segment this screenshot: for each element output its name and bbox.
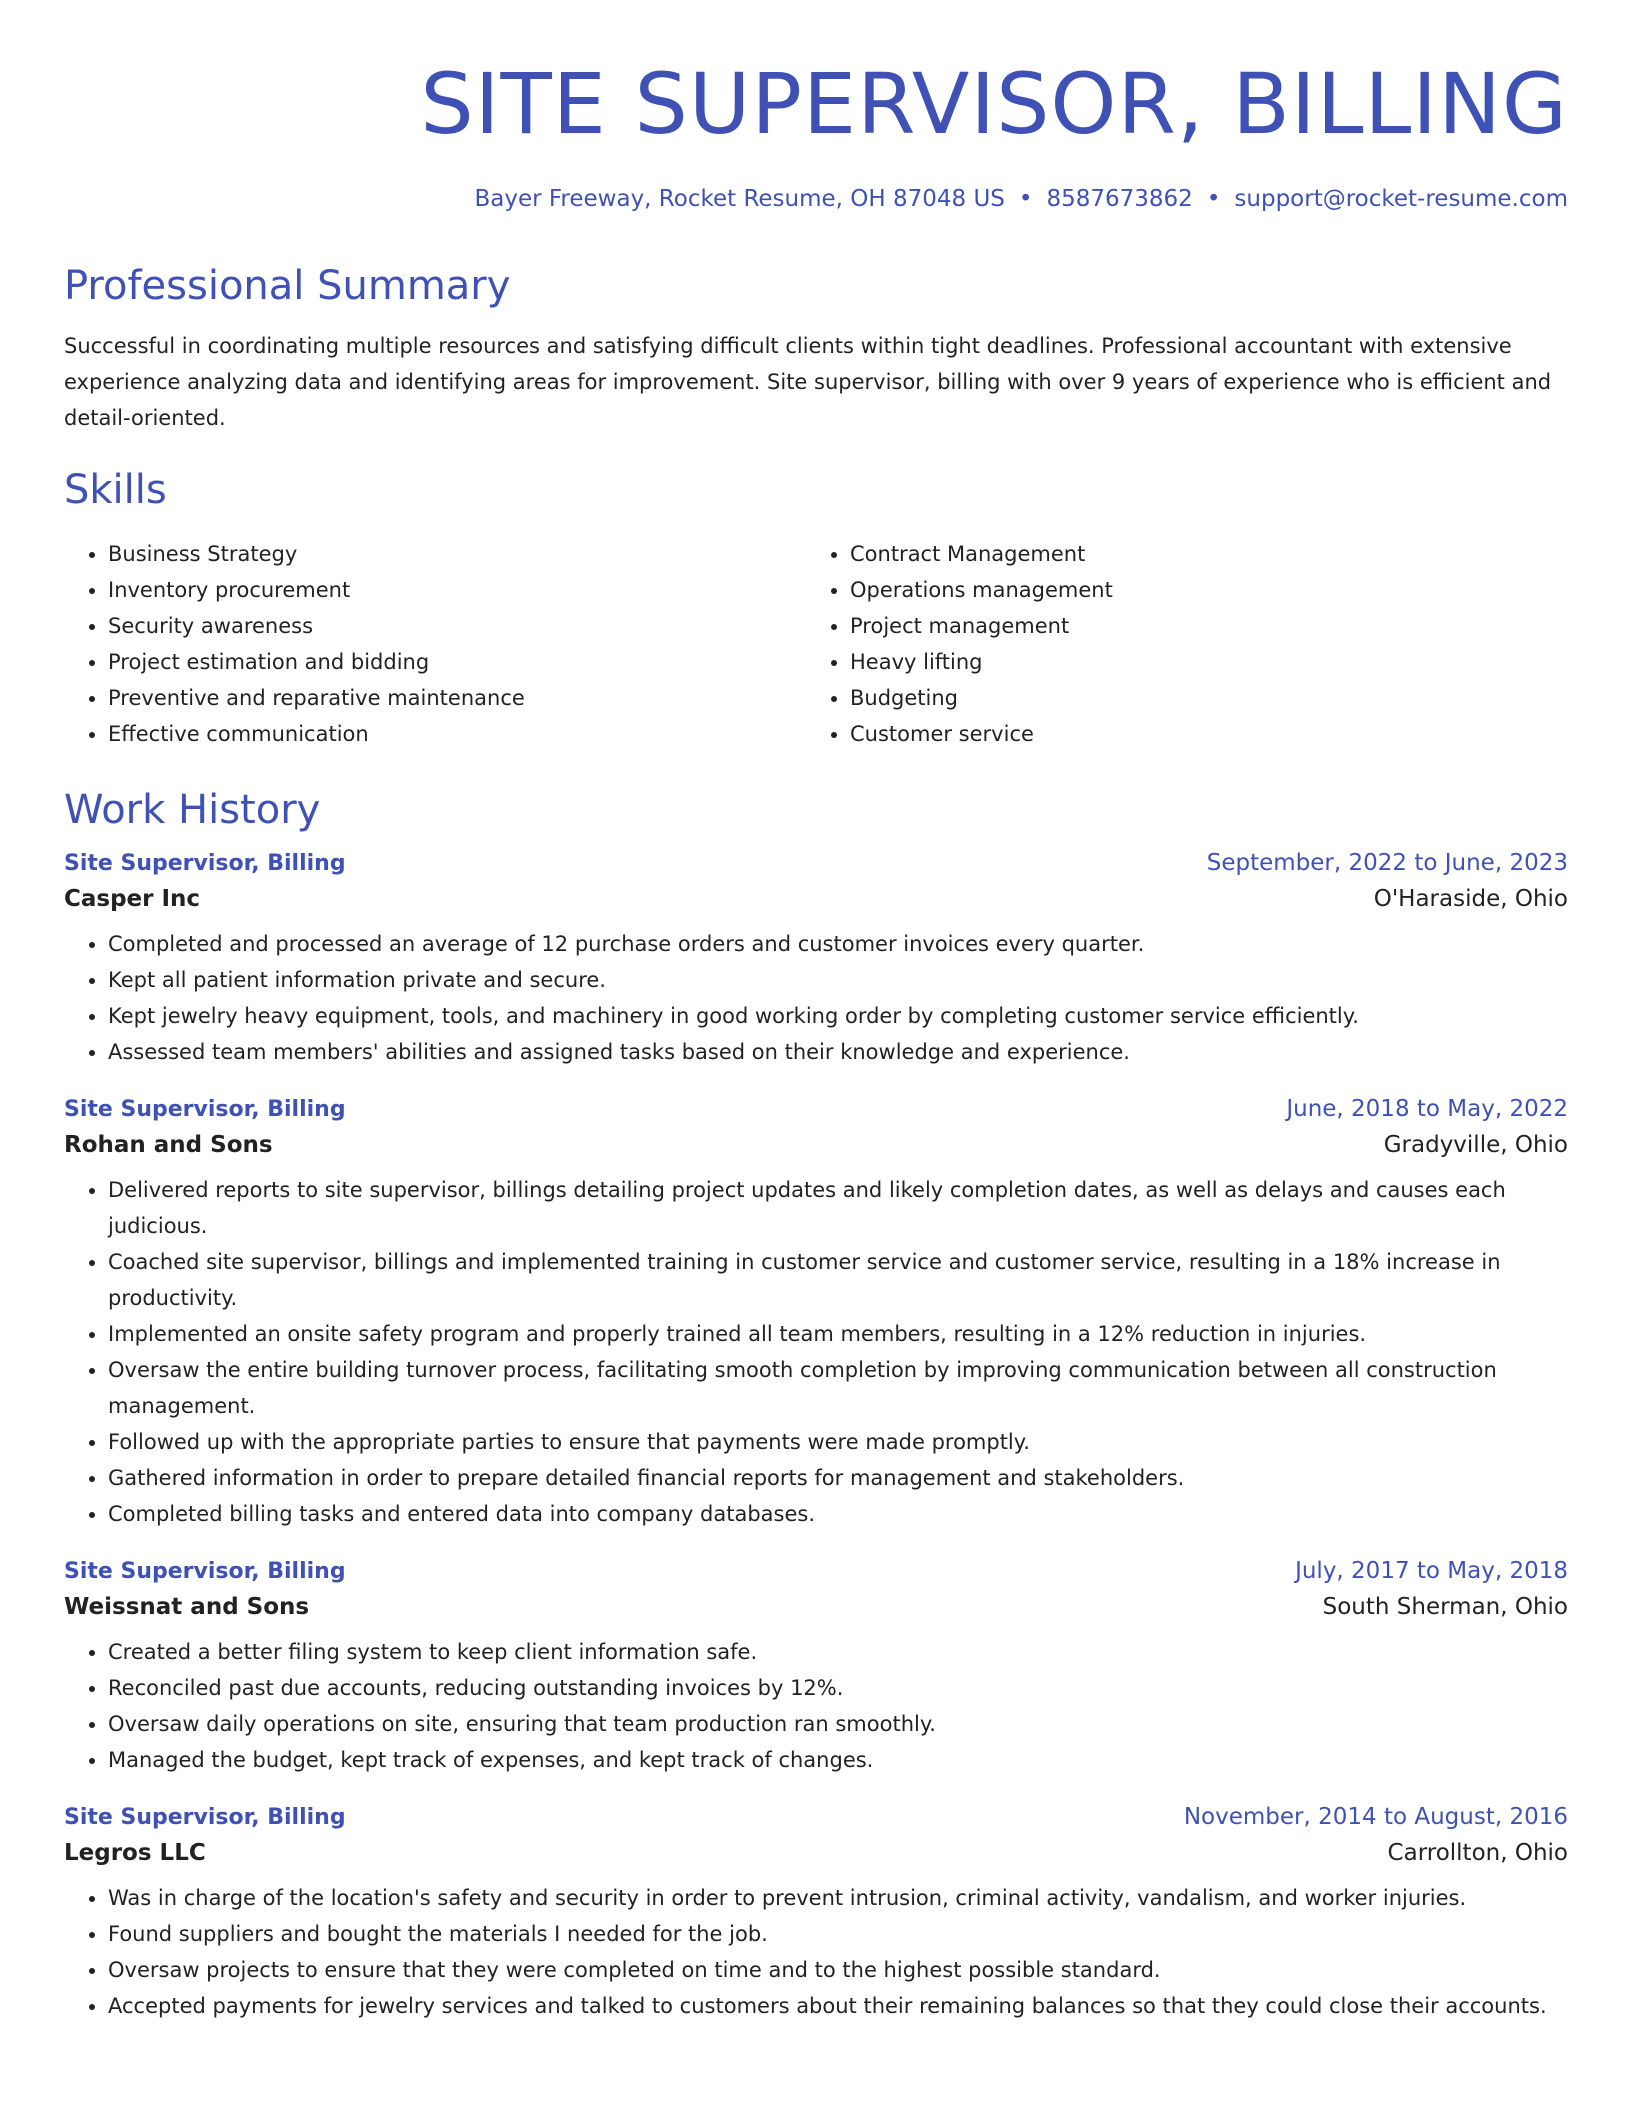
skill-item: • Business Strategy — [108, 536, 806, 572]
job-location: Carrollton, Ohio — [1387, 1840, 1568, 1866]
skills-list — [64, 536, 1568, 752]
job-dates: June, 2018 to May, 2022 — [1286, 1096, 1568, 1122]
job-title: Site Supervisor, Billing — [64, 1559, 346, 1584]
job-bullets — [64, 926, 1568, 1070]
skills-column-right — [806, 536, 1548, 752]
job-dates: September, 2022 to June, 2023 — [1206, 850, 1568, 876]
job-entry — [64, 1804, 1568, 2024]
job-bullet: • Kept all patient information private and secure. — [108, 962, 1568, 998]
job-bullet: • Accepted payments for jewelry services and talked to customers about their remaining balances so that they could close their accounts. — [108, 1988, 1568, 2024]
skill-item: • Heavy lifting — [850, 644, 1548, 680]
work-history-heading: Work History — [64, 787, 321, 833]
job-bullet: • Gathered information in order to prepare detailed financial reports for management and stakeholders. — [108, 1460, 1568, 1496]
job-bullet: • Oversaw projects to ensure that they were completed on time and to the highest possible standard. — [108, 1952, 1568, 1988]
job-entry — [64, 1096, 1568, 1532]
job-entry — [64, 850, 1568, 1070]
skill-item: • Customer service — [850, 716, 1548, 752]
job-bullet: • Oversaw the entire building turnover process, facilitating smooth completion by improving communication between all construction management. — [108, 1352, 1568, 1424]
job-bullet: • Managed the budget, kept track of expenses, and kept track of changes. — [108, 1742, 1568, 1778]
job-dates: November, 2014 to August, 2016 — [1183, 1804, 1568, 1830]
resume-name-heading: SITE SUPERVISOR, BILLING — [420, 55, 1568, 153]
contact-separator: • — [1018, 186, 1033, 212]
job-bullets — [64, 1880, 1568, 2024]
job-bullet: • Oversaw daily operations on site, ensuring that team production ran smoothly. — [108, 1706, 1568, 1742]
job-location: Gradyville, Ohio — [1383, 1132, 1568, 1158]
skill-item: • Contract Management — [850, 536, 1548, 572]
skills-heading: Skills — [64, 467, 167, 513]
summary-text: Successful in coordinating multiple resources and satisfying difficult clients within tight deadlines. Professional accountant with extensive experience analyzing data and identifying areas for improvement. Site supervisor, billing with over 9 years of experience who is efficient and detail-oriented. — [64, 334, 1552, 430]
job-entry — [64, 1558, 1568, 1778]
job-bullet: • Assessed team members' abilities and assigned tasks based on their knowledge and experience. — [108, 1034, 1568, 1070]
job-bullet: • Kept jewelry heavy equipment, tools, and machinery in good working order by completing customer service efficiently. — [108, 998, 1568, 1034]
job-bullets — [64, 1172, 1568, 1532]
contact-separator: • — [1206, 186, 1221, 212]
job-bullet: • Completed and processed an average of 12 purchase orders and customer invoices every quarter. — [108, 926, 1568, 962]
job-location: O'Haraside, Ohio — [1373, 886, 1568, 912]
contact-address: Bayer Freeway, Rocket Resume, OH 87048 US — [474, 186, 1005, 212]
job-bullet: • Found suppliers and bought the materials I needed for the job. — [108, 1916, 1568, 1952]
contact-email: support@rocket-resume.com — [1234, 186, 1568, 212]
skill-item: • Project estimation and bidding — [108, 644, 806, 680]
skill-item: • Budgeting — [850, 680, 1548, 716]
job-bullet: • Created a better filing system to keep client information safe. — [108, 1634, 1568, 1670]
skill-item: • Project management — [850, 608, 1548, 644]
job-title: Site Supervisor, Billing — [64, 1097, 346, 1122]
job-dates: July, 2017 to May, 2018 — [1295, 1558, 1568, 1584]
skill-item: • Operations management — [850, 572, 1548, 608]
resume-page — [64, 0, 1568, 2024]
skill-item: • Preventive and reparative maintenance — [108, 680, 806, 716]
contact-phone: 8587673862 — [1046, 186, 1193, 212]
job-title: Site Supervisor, Billing — [64, 851, 346, 876]
job-bullets — [64, 1634, 1568, 1778]
job-company: Rohan and Sons — [64, 1132, 273, 1158]
job-location: South Sherman, Ohio — [1322, 1594, 1568, 1620]
job-bullet: • Reconciled past due accounts, reducing outstanding invoices by 12%. — [108, 1670, 1568, 1706]
summary-heading: Professional Summary — [64, 263, 511, 309]
job-bullet: • Was in charge of the location's safety and security in order to prevent intrusion, criminal activity, vandalism, and worker injuries. — [108, 1880, 1568, 1916]
skill-item: • Inventory procurement — [108, 572, 806, 608]
skill-item: • Security awareness — [108, 608, 806, 644]
skill-item: • Effective communication — [108, 716, 806, 752]
job-company: Weissnat and Sons — [64, 1594, 310, 1620]
job-title: Site Supervisor, Billing — [64, 1805, 346, 1830]
job-bullet: • Implemented an onsite safety program and properly trained all team members, resulting in a 12% reduction in injuries. — [108, 1316, 1568, 1352]
contact-line — [64, 186, 1568, 212]
skills-column-left — [64, 536, 806, 752]
job-bullet: • Completed billing tasks and entered data into company databases. — [108, 1496, 1568, 1532]
job-bullet: • Followed up with the appropriate parties to ensure that payments were made promptly. — [108, 1424, 1568, 1460]
job-company: Casper Inc — [64, 886, 201, 912]
job-bullet: • Coached site supervisor, billings and implemented training in customer service and customer service, resulting in a 18% increase in productivity. — [108, 1244, 1568, 1316]
job-bullet: • Delivered reports to site supervisor, billings detailing project updates and likely completion dates, as well as delays and causes each judicious. — [108, 1172, 1568, 1244]
job-company: Legros LLC — [64, 1840, 206, 1866]
